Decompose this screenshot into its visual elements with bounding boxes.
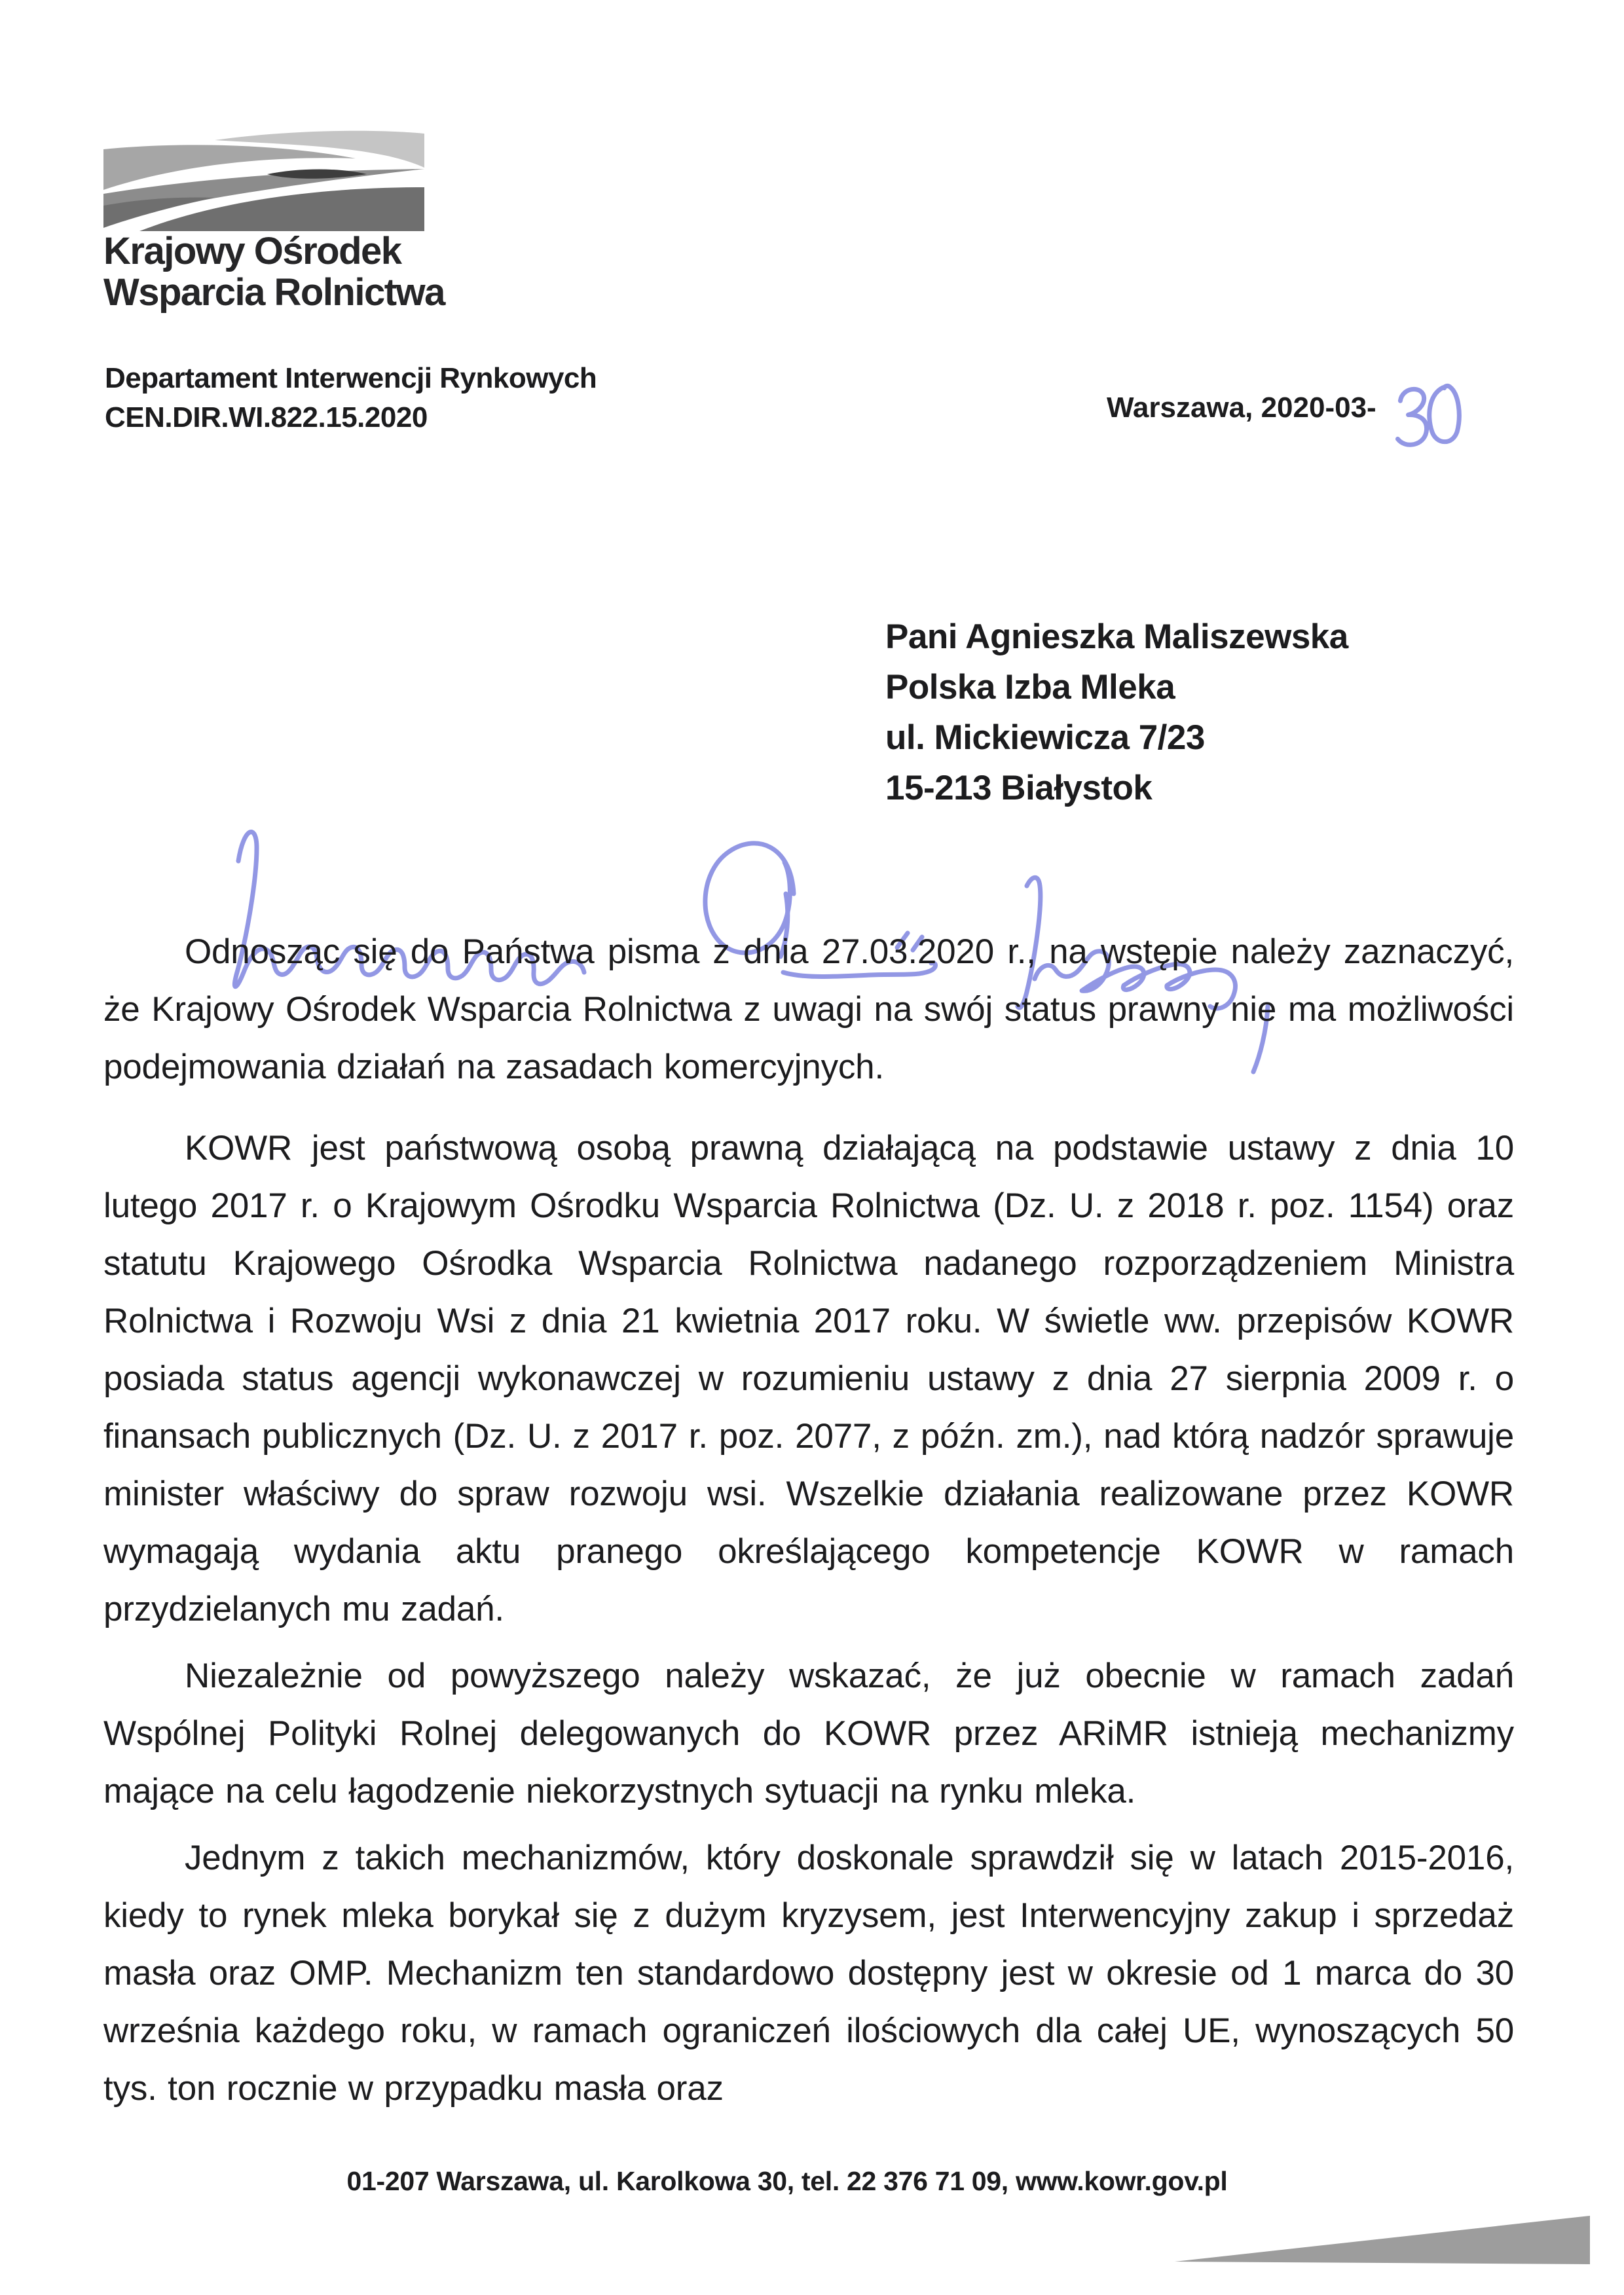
place-date-printed: Warszawa, 2020-03- (1107, 392, 1376, 424)
handwritten-day-icon (1385, 378, 1470, 455)
handwritten-date-day (1385, 378, 1470, 462)
place-date-line (1107, 392, 1468, 460)
kowr-swoosh-icon (103, 130, 424, 233)
kowr-logo (103, 130, 424, 236)
letter-body (103, 923, 1514, 2127)
org-name-line1: Krajowy Ośrodek (103, 230, 401, 272)
body-paragraph-2: KOWR jest państwową osobą prawną działającą na podstawie ustawy z dnia 10 lutego 2017 r. o Krajowym Ośrodku Wsparcia Rolnictwa (Dz. U. z 2018 r. poz. 1154) oraz statutu Krajowego Ośrodka Wsparcia Rolnictwa nadanego rozporządzeniem Ministra Rolnictwa i Rozwoju Wsi z dnia 21 kwietnia 2017 roku. W świetle ww. przepisów KOWR posiada status agencji wykonawczej w rozumieniu ustawy z dnia 27 sierpnia 2009 r. o finansach publicznych (Dz. U. z 2017 r. poz. 2077, z późn. zm.), nad którą nadzór sprawuje minister właściwy do spraw rozwoju wsi. Wszelkie działania realizowane przez KOWR wymagają wydania aktu pranego określającego kompetencje KOWR w ramach przydzielanych mu zadań. (103, 1129, 1514, 1628)
body-paragraph-1: Odnosząc się do Państwa pisma z dnia 27.03.2020 r., na wstępie należy zaznaczyć, że Krajowy Ośrodek Wsparcia Rolnictwa z uwagi na swój status prawny nie ma możliwości podejmowania działań na zasadach komercyjnych. (103, 932, 1514, 1086)
footer-address-line: 01-207 Warszawa, ul. Karolkowa 30, tel. 22 376 71 09, www.kowr.gov.pl (346, 2166, 1228, 2196)
reference-number: CEN.DIR.WI.822.15.2020 (105, 401, 428, 433)
department-block (105, 359, 597, 437)
body-paragraph-3: Niezależnie od powyższego należy wskazać, że już obecnie w ramach zadań Wspólnej Polityki Rolnej delegowanych do KOWR przez ARiMR istnieją mechanizmy mające na celu łagodzenie niekorzystnych sytuacji na rynku mleka. (103, 1657, 1514, 1810)
recipient-line: 15-213 Białystok (885, 769, 1153, 807)
org-name-line2: Wsparcia Rolnictwa (103, 271, 445, 314)
recipient-line: Polska Izba Mleka (885, 668, 1175, 707)
corner-swoosh-icon (1173, 2212, 1593, 2270)
body-paragraph-4: Jednym z takich mechanizmów, który doskonale sprawdził się w latach 2015-2016, kiedy to rynek mleka borykał się z dużym kryzysem, jest Interwencyjny zakup i sprzedaż masła oraz OMP. Mechanizm ten standardowo dostępny jest w okresie od 1 marca do 30 września każdego roku, w ramach ograniczeń ilościowych dla całej UE, wynoszących 50 tys. ton rocznie w przypadku masła oraz (103, 1839, 1514, 2108)
recipient-line: ul. Mickiewicza 7/23 (885, 718, 1205, 757)
recipient-line: Pani Agnieszka Maliszewska (885, 617, 1348, 656)
department-name: Departament Interwencji Rynkowych (105, 362, 597, 394)
org-name (103, 230, 445, 313)
